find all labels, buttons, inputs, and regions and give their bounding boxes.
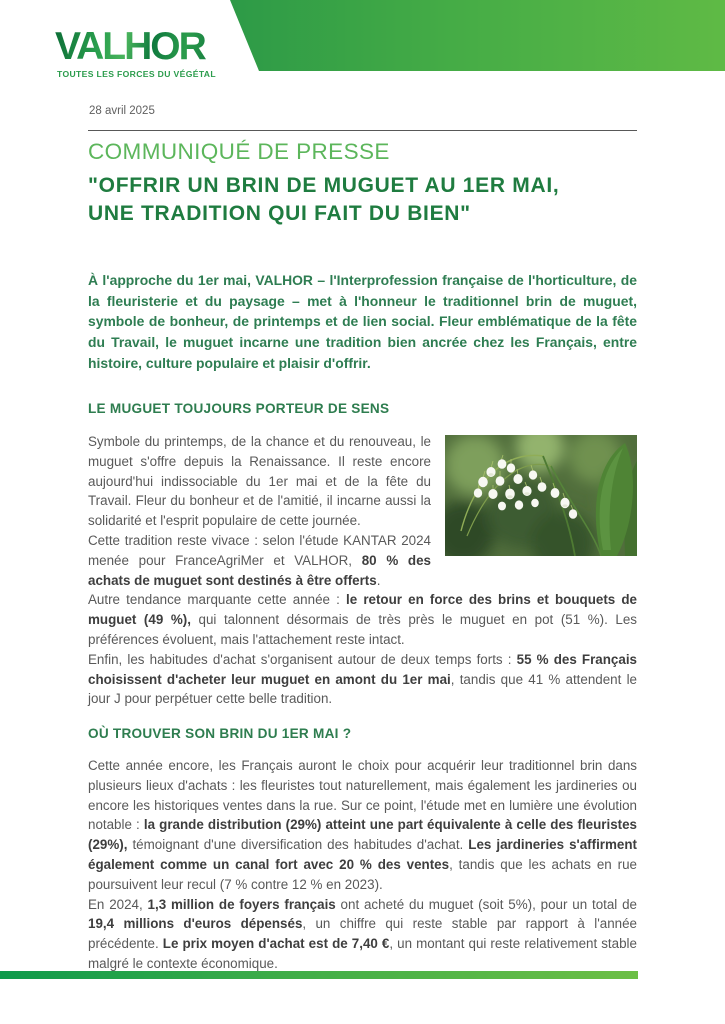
horizontal-rule: [88, 130, 637, 131]
header-green-band: [230, 0, 725, 71]
muguet-photo-illustration: [445, 435, 637, 556]
paragraph: En 2024, 1,3 million de foyers français ont acheté du muguet (soit 5%), pour un total de 19,4 millions d'euros dépensés, un chiffre qui reste stable par rapport à l'année précédente. Le prix moyen d'achat est de 7,40 €, un montant qui reste relativement stable malgré le contexte économique.: [88, 896, 637, 971]
section-heading-ou-trouver: OÙ TROUVER SON BRIN DU 1ER MAI ?: [88, 726, 352, 741]
paragraph: Autre tendance marquante cette année : le retour en force des brins et bouquets de muguet (49 %), qui talonnent désormais de très près le muguet en pot (51 %). Les préférences évoluent, mais l'attachement reste intact.: [88, 592, 637, 647]
section-body-muguet-sens: [88, 432, 637, 709]
valhor-logo-tagline: TOUTES LES FORCES DU VÉGÉTAL: [57, 69, 216, 79]
intro-paragraph: À l'approche du 1er mai, VALHOR – l'Interprofession française de l'horticulture, de la fleuristerie et du paysage – met à l'honneur le traditionnel brin de muguet, symbole de bonheur, de printemps et de lien social. Fleur emblématique de la fête du Travail, le muguet incarne une tradition bien ancrée chez les Français, entre histoire, culture populaire et plaisir d'offrir.: [88, 272, 637, 371]
valhor-logo: [55, 27, 216, 79]
title-line-2: UNE TRADITION QUI FAIT DU BIEN": [88, 202, 471, 225]
section-body-ou-trouver: [88, 756, 637, 974]
section-heading-muguet-sens: LE MUGUET TOUJOURS PORTEUR DE SENS: [88, 401, 390, 416]
title-line-1: "OFFRIR UN BRIN DE MUGUET AU 1ER MAI,: [88, 174, 560, 197]
paragraph: Enfin, les habitudes d'achat s'organisent autour de deux temps forts : 55 % des Français choisissent d'acheter leur muguet en amont du 1er mai, tandis que 41 % attendent le jour J pour perpétuer cette belle tradition.: [88, 651, 638, 707]
valhor-logo-text: VALHOR: [55, 27, 216, 66]
press-release-date: 28 avril 2025: [89, 105, 155, 117]
press-release-title: [88, 172, 637, 228]
paragraph: Cette année encore, les Français auront le choix pour acquérir leur traditionnel brin dans plusieurs lieux d'achats : les fleuristes tout naturellement, mais également les jardineries ou encore les historiques ventes dans la rue. Sur ce point, l'étude met en lumière une évolution notable : la grande distribution (29%) atteint une part équivalente à celle des fleuristes (29%), témoignant d'une diversification des habitudes d'achat. Les jardineries s'affirment également comme un canal fort avec 20 % des ventes, tandis que les achats en rue poursuivent leur recul (7 % contre 12 % en 2023).: [88, 758, 638, 892]
muguet-photo: [445, 435, 637, 556]
kicker-communique-de-presse: COMMUNIQUÉ DE PRESSE: [88, 139, 390, 164]
paragraph: Symbole du printemps, de la chance et du renouveau, le muguet s'offre depuis la Renaissance. Il reste encore aujourd'hui indissociable du 1er mai et de la fête du Travail. Fleur du bonheur et de l'amitié, il incarne aussi la solidarité et l'esprit populaire de cette journée.: [88, 434, 431, 529]
footer-green-bar: [0, 971, 638, 979]
paragraph: Cette tradition reste vivace : selon l'étude KANTAR 2024 menée pour FranceAgriMer et VALHOR, 80 % des achats de muguet sont destinés à être offerts.: [88, 532, 431, 588]
